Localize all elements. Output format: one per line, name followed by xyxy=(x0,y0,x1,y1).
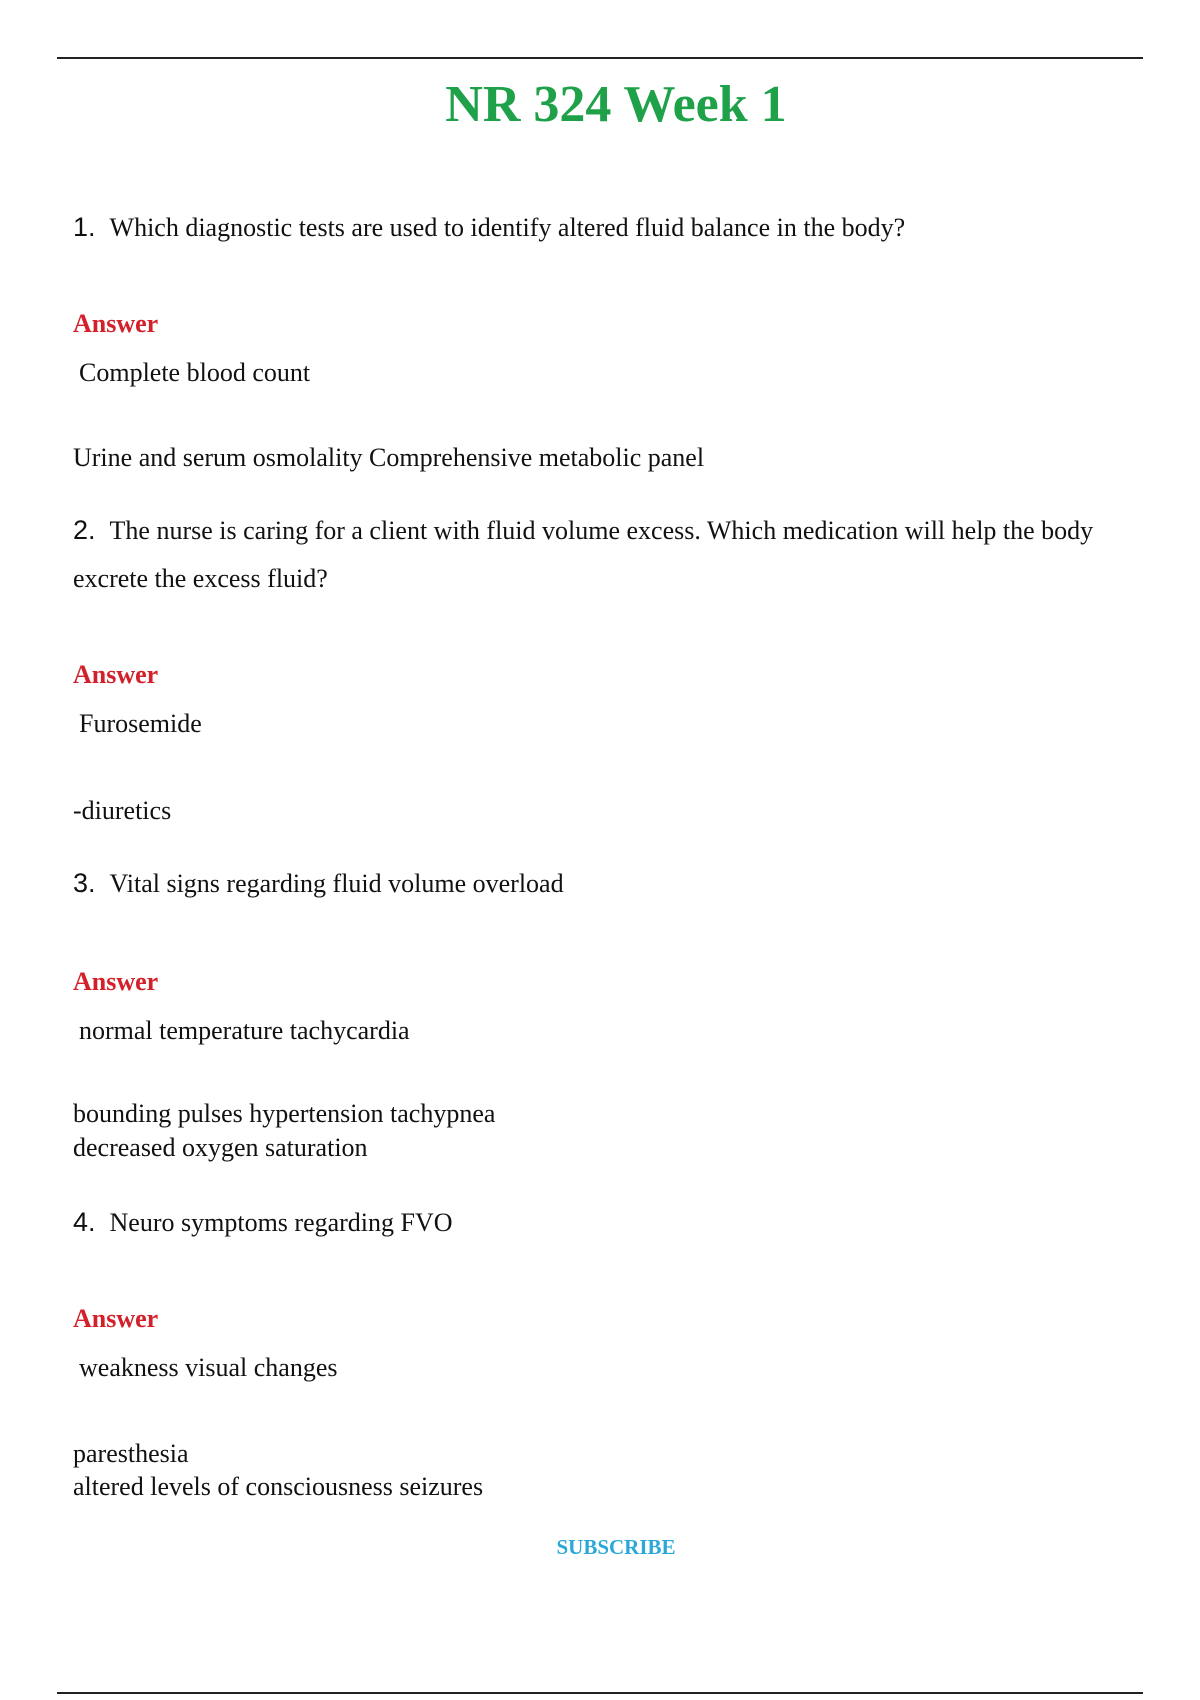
answer-3-line-2: bounding pulses hypertension tachypnea xyxy=(73,1099,496,1128)
question-3 xyxy=(73,859,1133,908)
question-number: 4. xyxy=(73,1207,96,1237)
question-number: 3. xyxy=(73,868,96,898)
question-1 xyxy=(73,203,1133,252)
answer-4-line-2: paresthesia xyxy=(73,1439,189,1468)
top-rule xyxy=(57,57,1143,59)
answer-label-3: Answer xyxy=(73,967,159,996)
document-title: NR 324 Week 1 xyxy=(445,76,787,133)
answer-3-line-3: decreased oxygen saturation xyxy=(73,1133,368,1162)
answer-1-line-2: Urine and serum osmolality Comprehensive metabolic panel xyxy=(73,443,705,472)
question-text: The nurse is caring for a client with fluid volume excess. Which medication will help the body excrete the excess fluid? xyxy=(73,516,1094,593)
answer-label-1: Answer xyxy=(73,309,159,338)
question-text: Vital signs regarding fluid volume overload xyxy=(109,869,564,898)
subscribe-link[interactable]: SUBSCRIBE xyxy=(556,1535,676,1559)
answer-2-line-2: -diuretics xyxy=(73,796,172,825)
answer-1-line-1: Complete blood count xyxy=(79,358,311,387)
answer-label-4: Answer xyxy=(73,1304,159,1333)
question-4 xyxy=(73,1198,1133,1247)
answer-label-2: Answer xyxy=(73,660,159,689)
question-2 xyxy=(73,506,1133,603)
answer-4-line-1: weakness visual changes xyxy=(79,1353,338,1382)
question-text: Which diagnostic tests are used to identify altered fluid balance in the body? xyxy=(109,213,906,242)
answer-3-line-1: normal temperature tachycardia xyxy=(79,1016,410,1045)
question-number: 1. xyxy=(73,212,96,242)
question-text: Neuro symptoms regarding FVO xyxy=(109,1208,453,1237)
answer-2-line-1: Furosemide xyxy=(79,709,202,738)
question-number: 2. xyxy=(73,515,96,545)
bottom-rule xyxy=(57,1692,1143,1694)
answer-4-line-3: altered levels of consciousness seizures xyxy=(73,1472,484,1501)
